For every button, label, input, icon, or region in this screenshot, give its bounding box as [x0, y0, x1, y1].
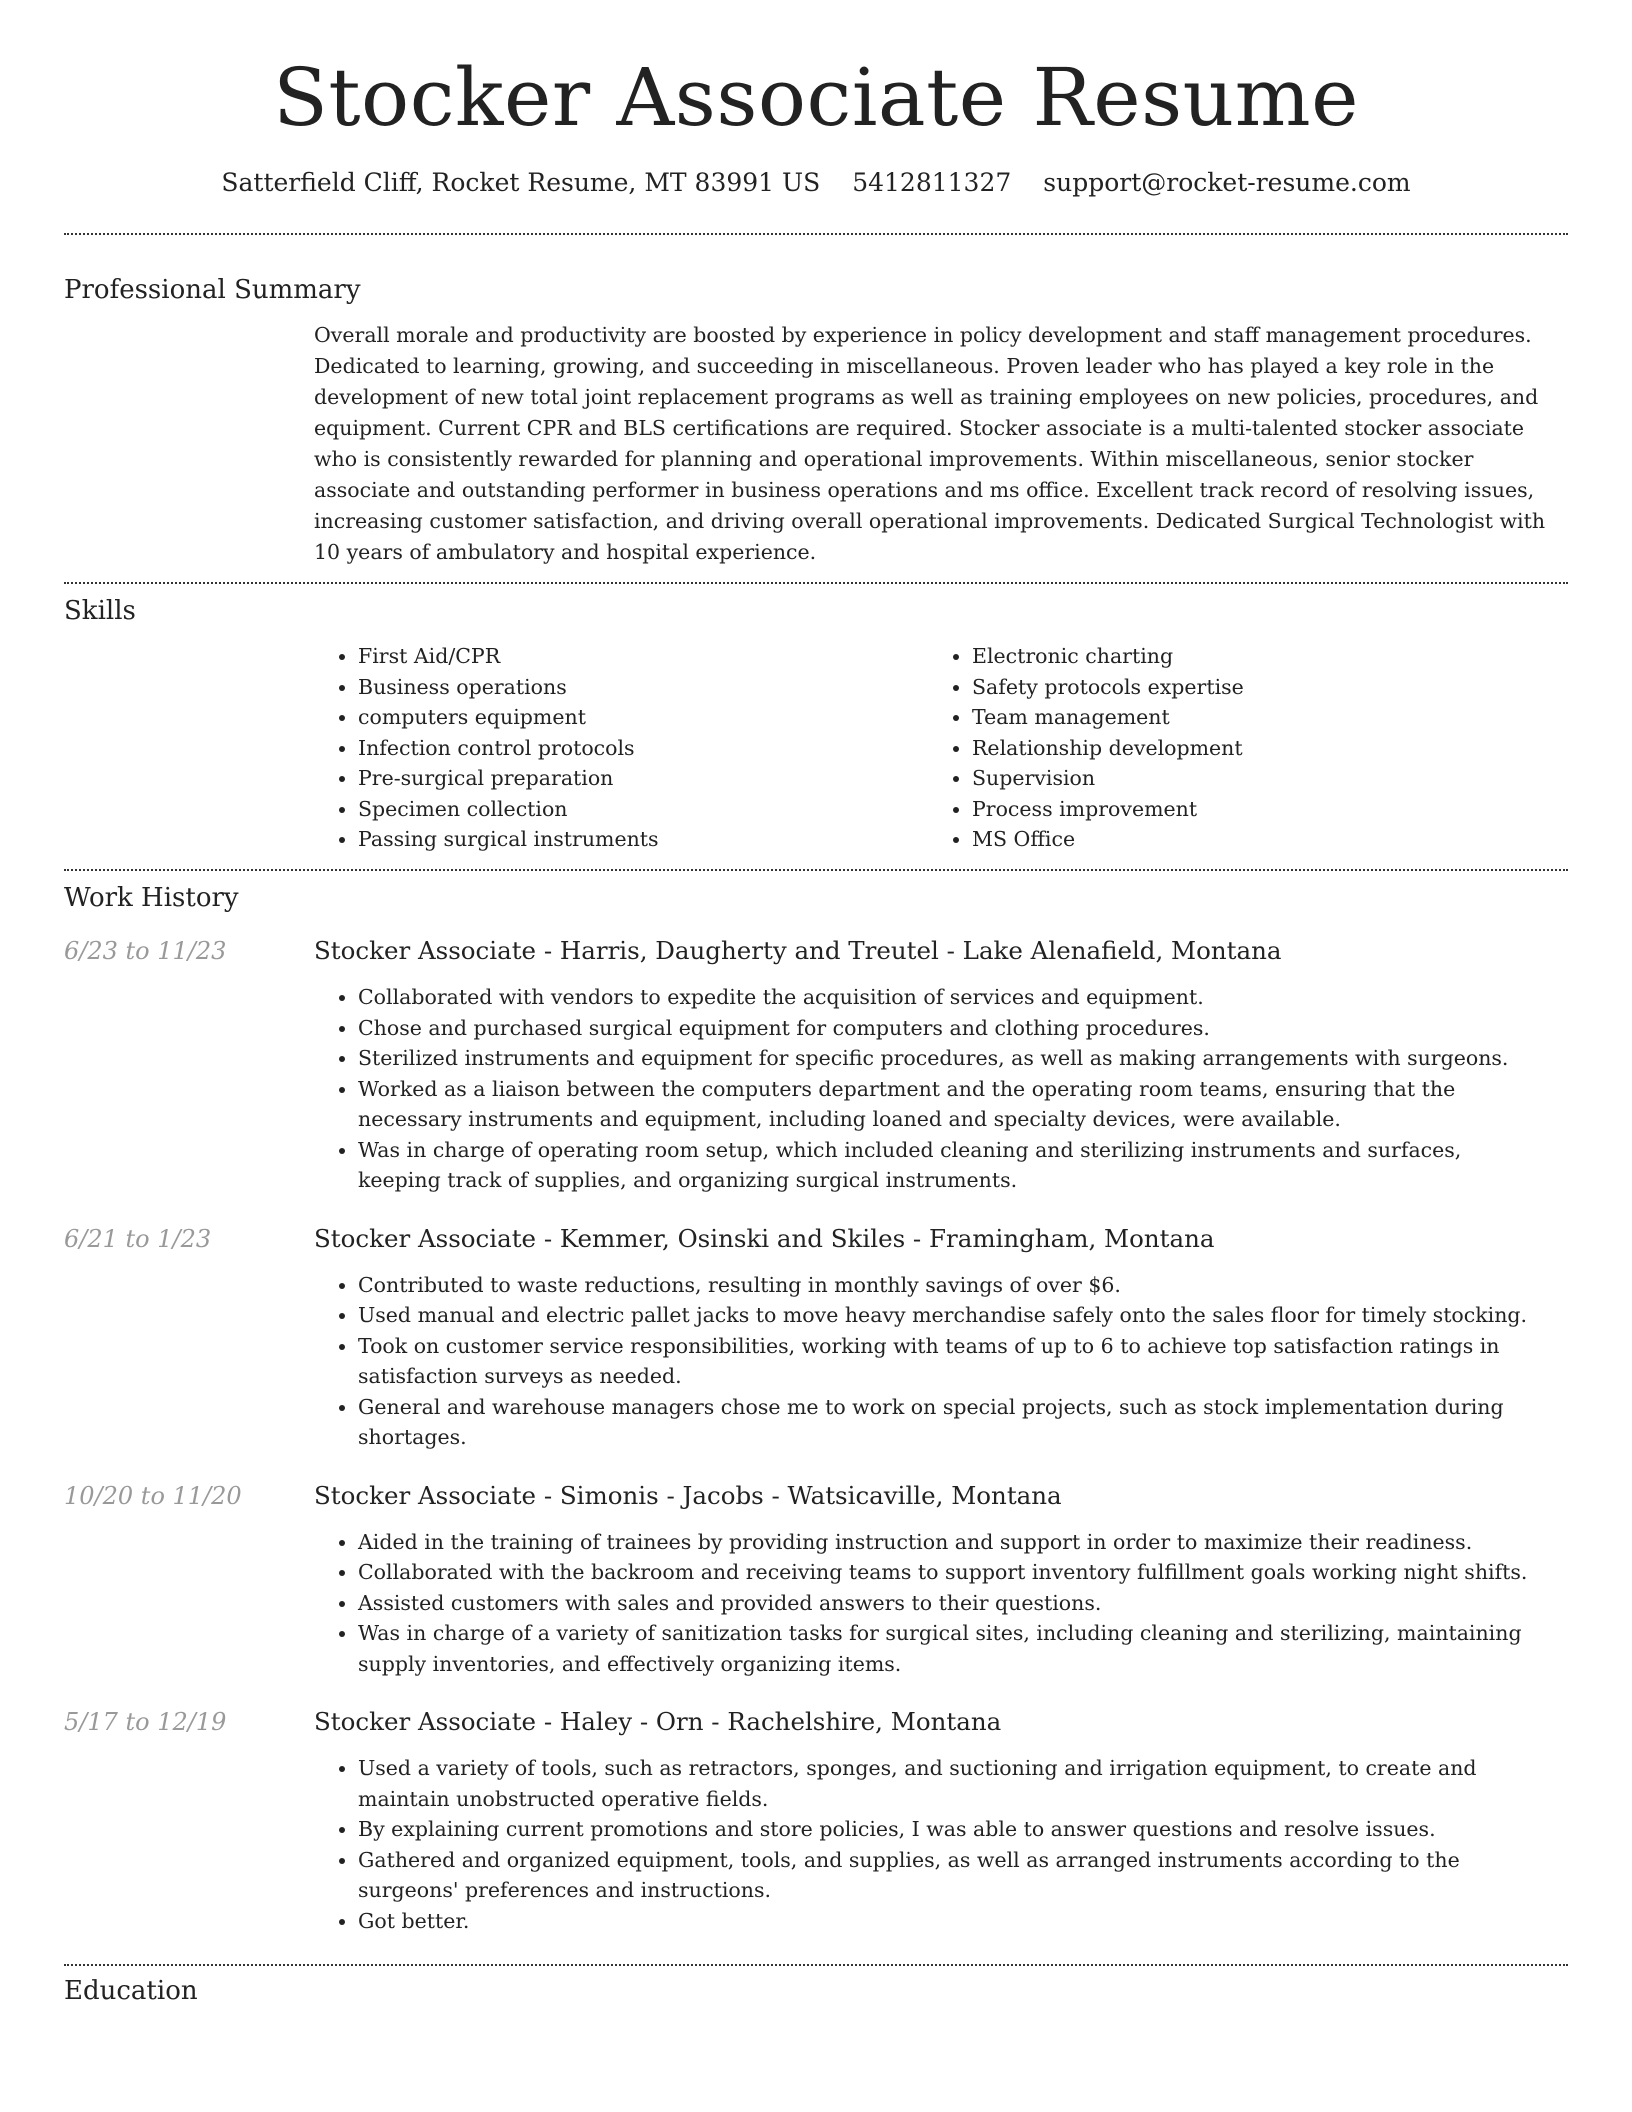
summary-section: [64, 235, 1568, 582]
job-details: [314, 1481, 1568, 1680]
job-bullet: • Aided in the training of trainees by providing instruction and support in order to maximize their readiness.: [358, 1527, 1548, 1558]
skill-item: • Process improvement: [972, 794, 1542, 825]
education-section: [64, 1966, 1568, 2007]
job-entry: [64, 1224, 1568, 1453]
contact-line: [64, 168, 1568, 197]
skill-item: • Specimen collection: [358, 794, 928, 825]
resume-title: Stocker Associate Resume: [273, 51, 1359, 144]
job-list: [64, 936, 1568, 1936]
job-bullet: • Assisted customers with sales and provided answers to their questions.: [358, 1588, 1548, 1619]
job-bullet: • Collaborated with vendors to expedite the acquisition of services and equipment.: [358, 982, 1548, 1013]
work-history-section: [64, 871, 1568, 1936]
contact-address: Satterfield Cliff, Rocket Resume, MT 83991 US: [221, 168, 821, 197]
skill-item: • Infection control protocols: [358, 733, 928, 764]
job-bullet: • Got better.: [358, 1906, 1548, 1937]
summary-text: Overall morale and productivity are boosted by experience in policy development and staff management procedures. Dedicated to learning, growing, and succeeding in miscellaneous. Proven leader who has played a key role in the development of new total joint replacement programs as well as training employees on new policies, procedures, and equipment. Current CPR and BLS certifications are required. Stocker associate is a multi-talented stocker associate who is consistently rewarded for planning and operational improvements. Within miscellaneous, senior stocker associate and outstanding performer in business operations and ms office. Excellent track record of resolving issues, increasing customer satisfaction, and driving overall operational improvements. Dedicated Surgical Technologist with 10 years of ambulatory and hospital experience.: [314, 323, 1546, 565]
skill-item: • Supervision: [972, 763, 1542, 794]
job-title: Stocker Associate - Simonis - Jacobs - Watsicaville, Montana: [314, 1480, 1062, 1510]
skills-section: [64, 584, 1568, 869]
skill-item: • MS Office: [972, 824, 1542, 855]
job-entry: [64, 936, 1568, 1196]
job-entry: [64, 1707, 1568, 1936]
job-bullet: • Chose and purchased surgical equipment for computers and clothing procedures.: [358, 1013, 1548, 1044]
skill-item: • Electronic charting: [972, 641, 1542, 672]
job-details: [314, 936, 1568, 1196]
skill-item: • Pre-surgical preparation: [358, 763, 928, 794]
job-dates: 6/23 to 11/23: [64, 937, 227, 966]
job-bullet: • Contributed to waste reductions, resulting in monthly savings of over $6.: [358, 1270, 1548, 1301]
job-title: Stocker Associate - Harris, Daugherty and Treutel - Lake Alenafield, Montana: [314, 936, 1282, 966]
job-title: Stocker Associate - Haley - Orn - Rachelshire, Montana: [314, 1707, 1002, 1737]
contact-email: support@rocket-resume.com: [1043, 168, 1411, 197]
job-bullet: • By explaining current promotions and store policies, I was able to answer questions and resolve issues.: [358, 1814, 1548, 1845]
job-bullet: • General and warehouse managers chose me to work on special projects, such as stock implementation during shortages.: [358, 1392, 1548, 1453]
skills-grid: [314, 641, 1568, 869]
summary-heading: Professional Summary: [64, 275, 361, 305]
job-bullets: [314, 982, 1568, 1196]
job-bullets: [314, 1527, 1568, 1680]
job-bullet: • Was in charge of operating room setup, which included cleaning and sterilizing instruments and surfaces, keeping track of supplies, and organizing surgical instruments.: [358, 1135, 1548, 1196]
job-bullet: • Worked as a liaison between the computers department and the operating room teams, ensuring that the necessary instruments and equipment, including loaned and specialty devices, were available.: [358, 1074, 1548, 1135]
job-dates: 6/21 to 1/23: [64, 1224, 212, 1253]
skills-list-left: [314, 641, 928, 855]
job-dates: 10/20 to 11/20: [64, 1481, 242, 1510]
job-bullets: [314, 1270, 1568, 1453]
job-bullet: • Sterilized instruments and equipment for specific procedures, as well as making arrangements with surgeons.: [358, 1043, 1548, 1074]
contact-phone: 5412811327: [852, 168, 1012, 197]
skill-item: • Passing surgical instruments: [358, 824, 928, 855]
job-entry: [64, 1481, 1568, 1680]
skill-item: • Relationship development: [972, 733, 1542, 764]
work-history-heading: Work History: [64, 882, 239, 913]
skill-item: • First Aid/CPR: [358, 641, 928, 672]
job-bullet: • Used manual and electric pallet jacks to move heavy merchandise safely onto the sales floor for timely stocking.: [358, 1300, 1548, 1331]
job-dates: 5/17 to 12/19: [64, 1708, 227, 1737]
job-details: [314, 1224, 1568, 1453]
job-bullet: • Gathered and organized equipment, tools, and supplies, as well as arranged instruments according to the surgeons' preferences and instructions.: [358, 1845, 1548, 1906]
education-heading: Education: [64, 1976, 198, 2007]
skill-item: • computers equipment: [358, 702, 928, 733]
skills-list-right: [928, 641, 1542, 855]
job-bullet: • Collaborated with the backroom and receiving teams to support inventory fulfillment goals working night shifts.: [358, 1557, 1548, 1588]
skill-item: • Team management: [972, 702, 1542, 733]
job-bullet: • Used a variety of tools, such as retractors, sponges, and suctioning and irrigation equipment, to create and maintain unobstructed operative fields.: [358, 1753, 1548, 1814]
skill-item: • Safety protocols expertise: [972, 672, 1542, 703]
job-bullet: • Was in charge of a variety of sanitization tasks for surgical sites, including cleaning and sterilizing, maintaining supply inventories, and effectively organizing items.: [358, 1618, 1548, 1679]
job-title: Stocker Associate - Kemmer, Osinski and Skiles - Framingham, Montana: [314, 1223, 1215, 1253]
skill-item: • Business operations: [358, 672, 928, 703]
job-bullet: • Took on customer service responsibilities, working with teams of up to 6 to achieve top satisfaction ratings in satisfaction surveys as needed.: [358, 1331, 1548, 1392]
skills-heading: Skills: [64, 596, 136, 627]
job-details: [314, 1707, 1568, 1936]
job-bullets: [314, 1753, 1568, 1936]
